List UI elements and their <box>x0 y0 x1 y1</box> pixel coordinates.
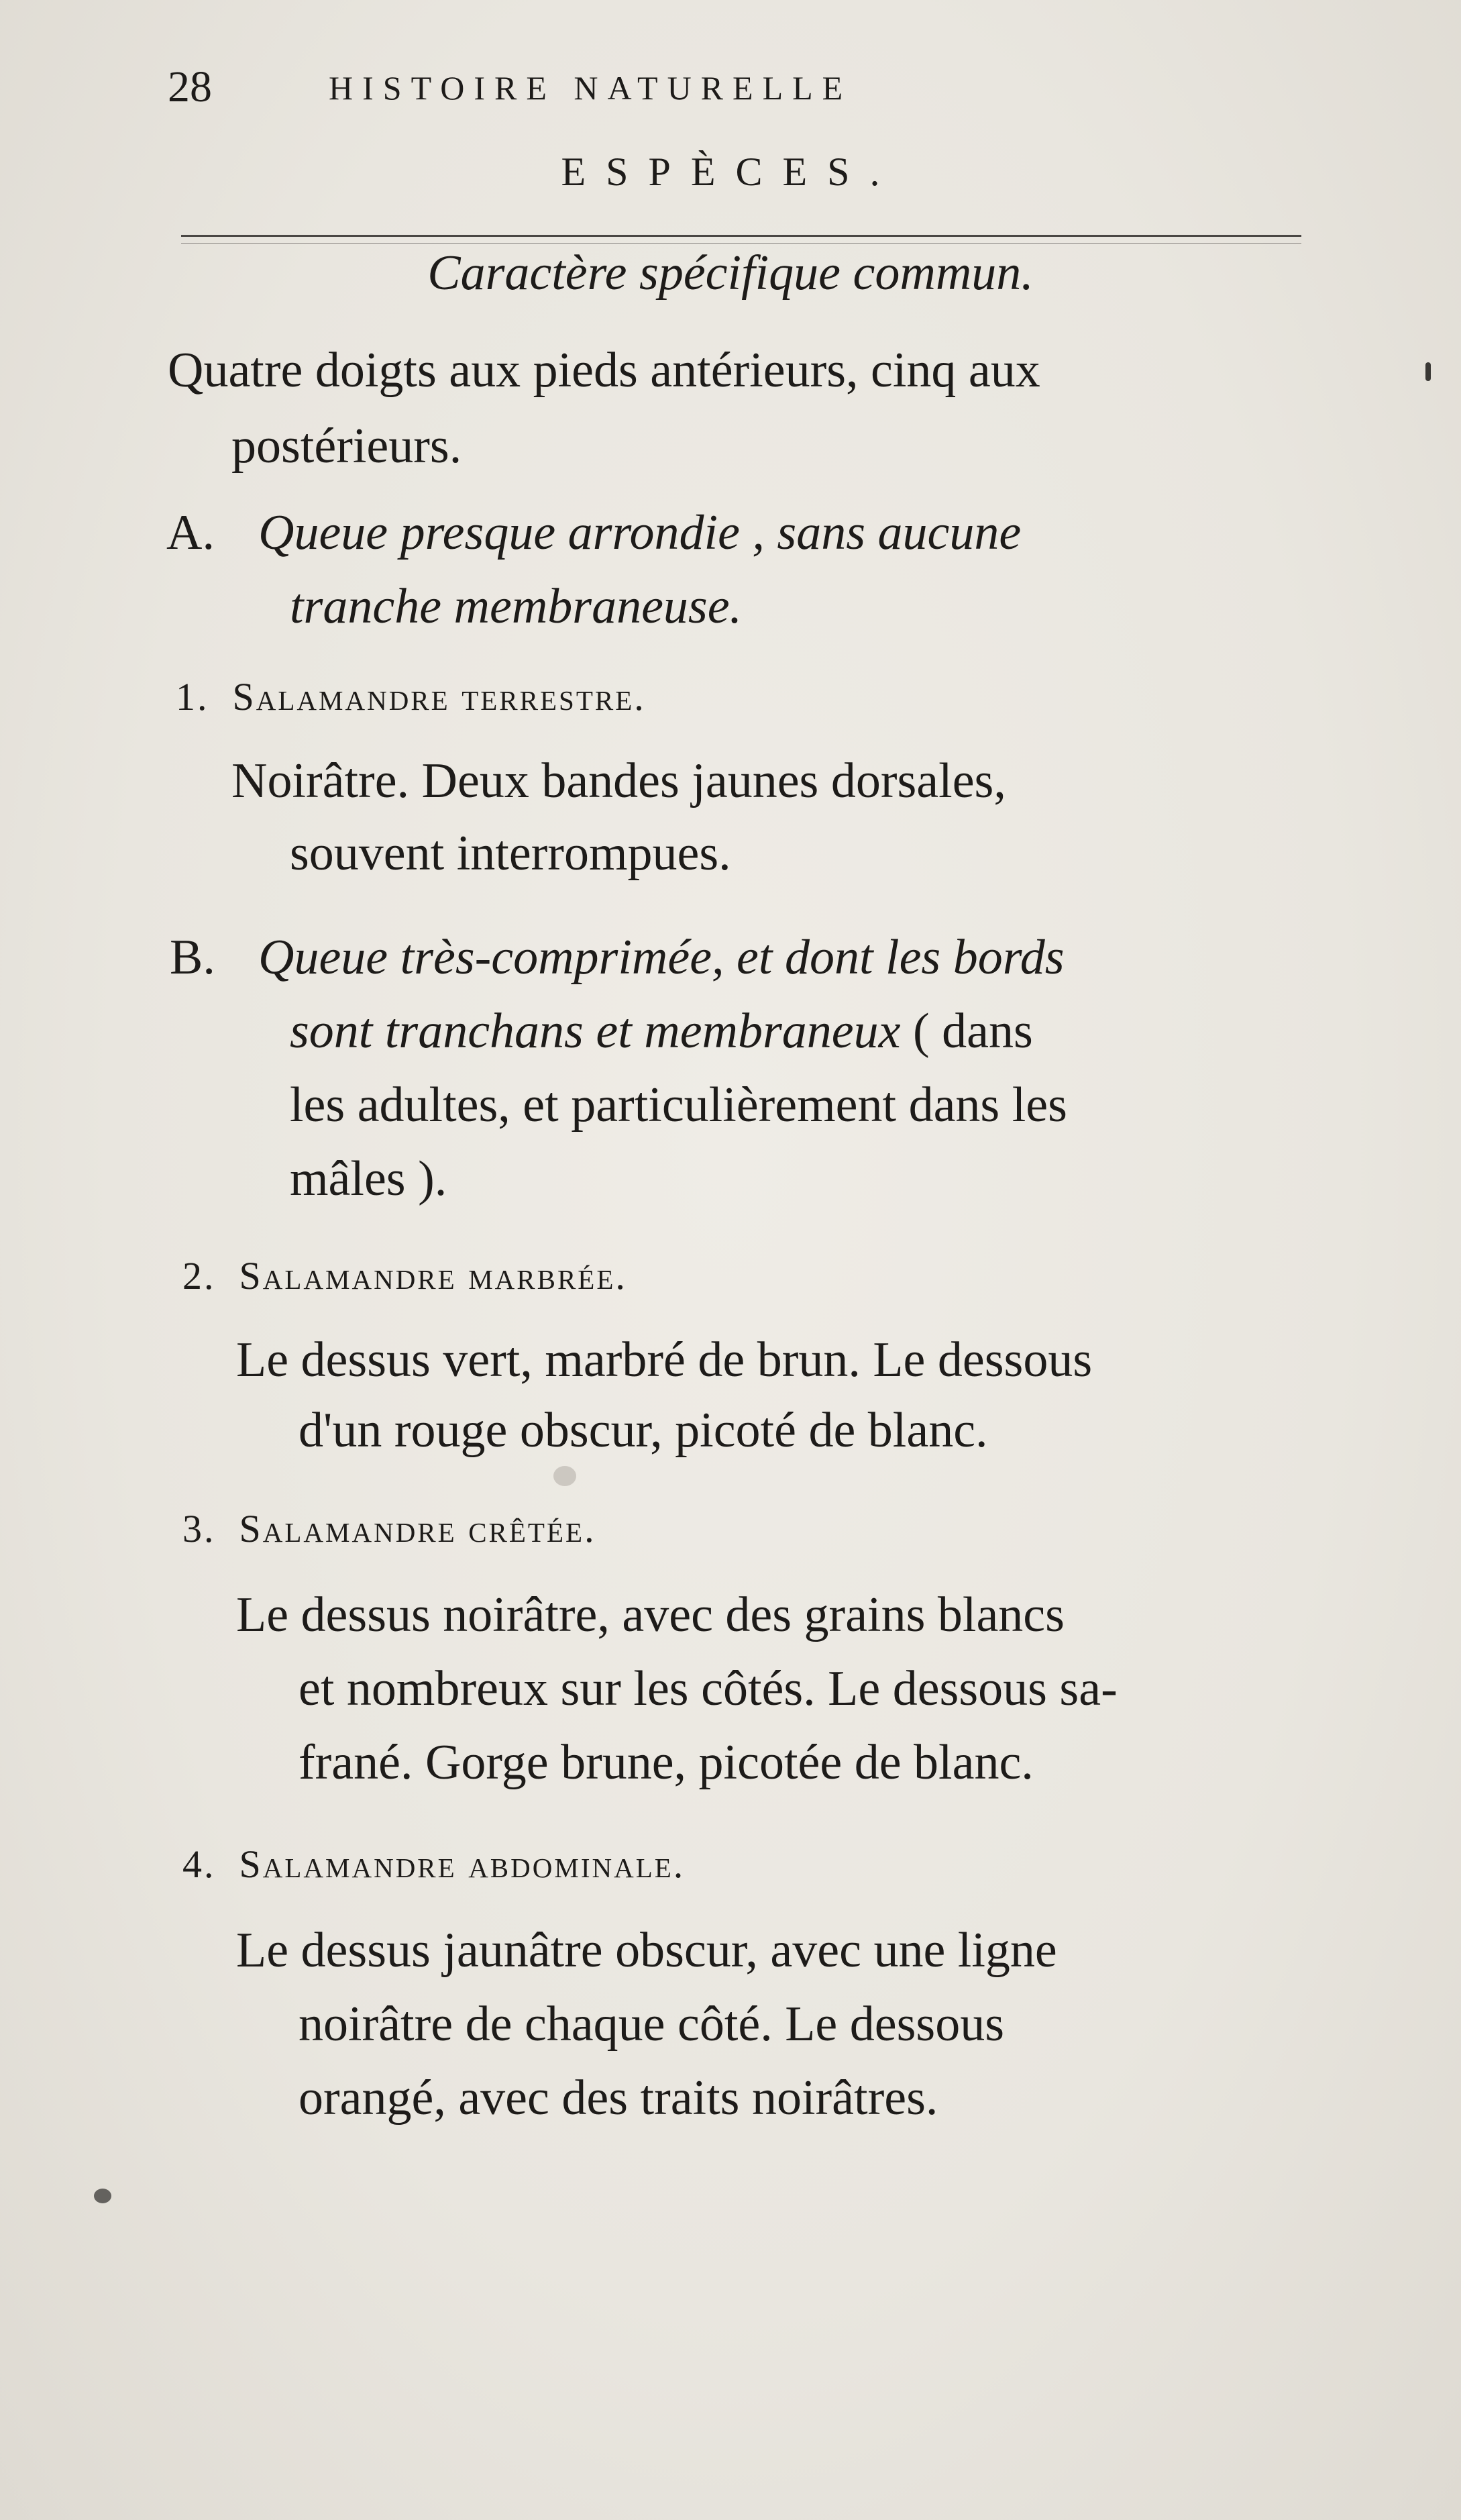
species-3-number: 3. <box>182 1507 216 1551</box>
group-a-letter: A. <box>166 505 215 560</box>
species-4-line-3: orangé, avec des traits noirâtres. <box>299 2070 938 2125</box>
species-1-line-2: souvent interrompues. <box>290 826 731 881</box>
paper-stain <box>553 1466 576 1486</box>
species-4-name: Salamandre abdominale. <box>239 1842 686 1886</box>
species-2-line-2: d'un rouge obscur, picoté de blanc. <box>299 1403 988 1458</box>
species-3-line-1: Le dessus noirâtre, avec des grains blancs <box>236 1587 1065 1642</box>
paper-speck <box>1425 362 1431 381</box>
species-3-line-3: frané. Gorge brune, picotée de blanc. <box>299 1735 1034 1790</box>
group-a-line-1: Queue presque arrondie , sans aucune <box>258 505 1022 560</box>
common-character-caption: Caractère spécifique commun. <box>427 246 1034 301</box>
species-2-name: Salamandre marbrée. <box>239 1254 627 1298</box>
species-2-line-1: Le dessus vert, marbré de brun. Le dessous <box>236 1332 1093 1387</box>
species-2-heading <box>182 1253 627 1298</box>
species-4-line-2: noirâtre de chaque côté. Le dessous <box>299 1997 1005 2052</box>
paper-speck <box>94 2189 111 2203</box>
group-b-line-3: les adultes, et particulièrement dans les <box>290 1078 1067 1133</box>
group-b-line-1: Queue très-comprimée, et dont les bords <box>258 930 1065 985</box>
species-3-name: Salamandre crêtée. <box>239 1507 596 1551</box>
section-title: ESPÈCES. <box>561 150 900 194</box>
species-4-line-1: Le dessus jaunâtre obscur, avec une ligne <box>236 1923 1057 1978</box>
species-3-line-2: et nombreux sur les côtés. Le dessous sa- <box>299 1661 1118 1716</box>
running-title: HISTOIRE NATURELLE <box>329 69 853 107</box>
group-b-line-4: mâles ). <box>290 1151 447 1206</box>
species-3-heading <box>182 1506 596 1551</box>
group-b-line-2 <box>290 1003 1033 1060</box>
group-a-line-2: tranche membraneuse. <box>290 579 743 634</box>
species-2-number: 2. <box>182 1254 216 1298</box>
group-b-letter: B. <box>170 930 215 985</box>
species-1-number: 1. <box>176 675 209 719</box>
species-1-name: Salamandre terrestre. <box>232 675 646 719</box>
common-character-line-1: Quatre doigts aux pieds antérieurs, cinq aux <box>168 343 1040 398</box>
species-1-heading <box>176 674 646 719</box>
species-4-number: 4. <box>182 1842 216 1886</box>
species-1-line-1: Noirâtre. Deux bandes jaunes dorsales, <box>231 753 1006 808</box>
group-b-line-2-italic: sont tranchans et membraneux <box>290 1004 901 1059</box>
page-number: 28 <box>168 62 212 111</box>
header-rule <box>181 235 1301 237</box>
group-b-line-2-roman: ( dans <box>900 1004 1033 1059</box>
common-character-line-2: postérieurs. <box>231 419 462 474</box>
species-4-heading <box>182 1842 685 1887</box>
header-rule-thin <box>181 243 1301 244</box>
